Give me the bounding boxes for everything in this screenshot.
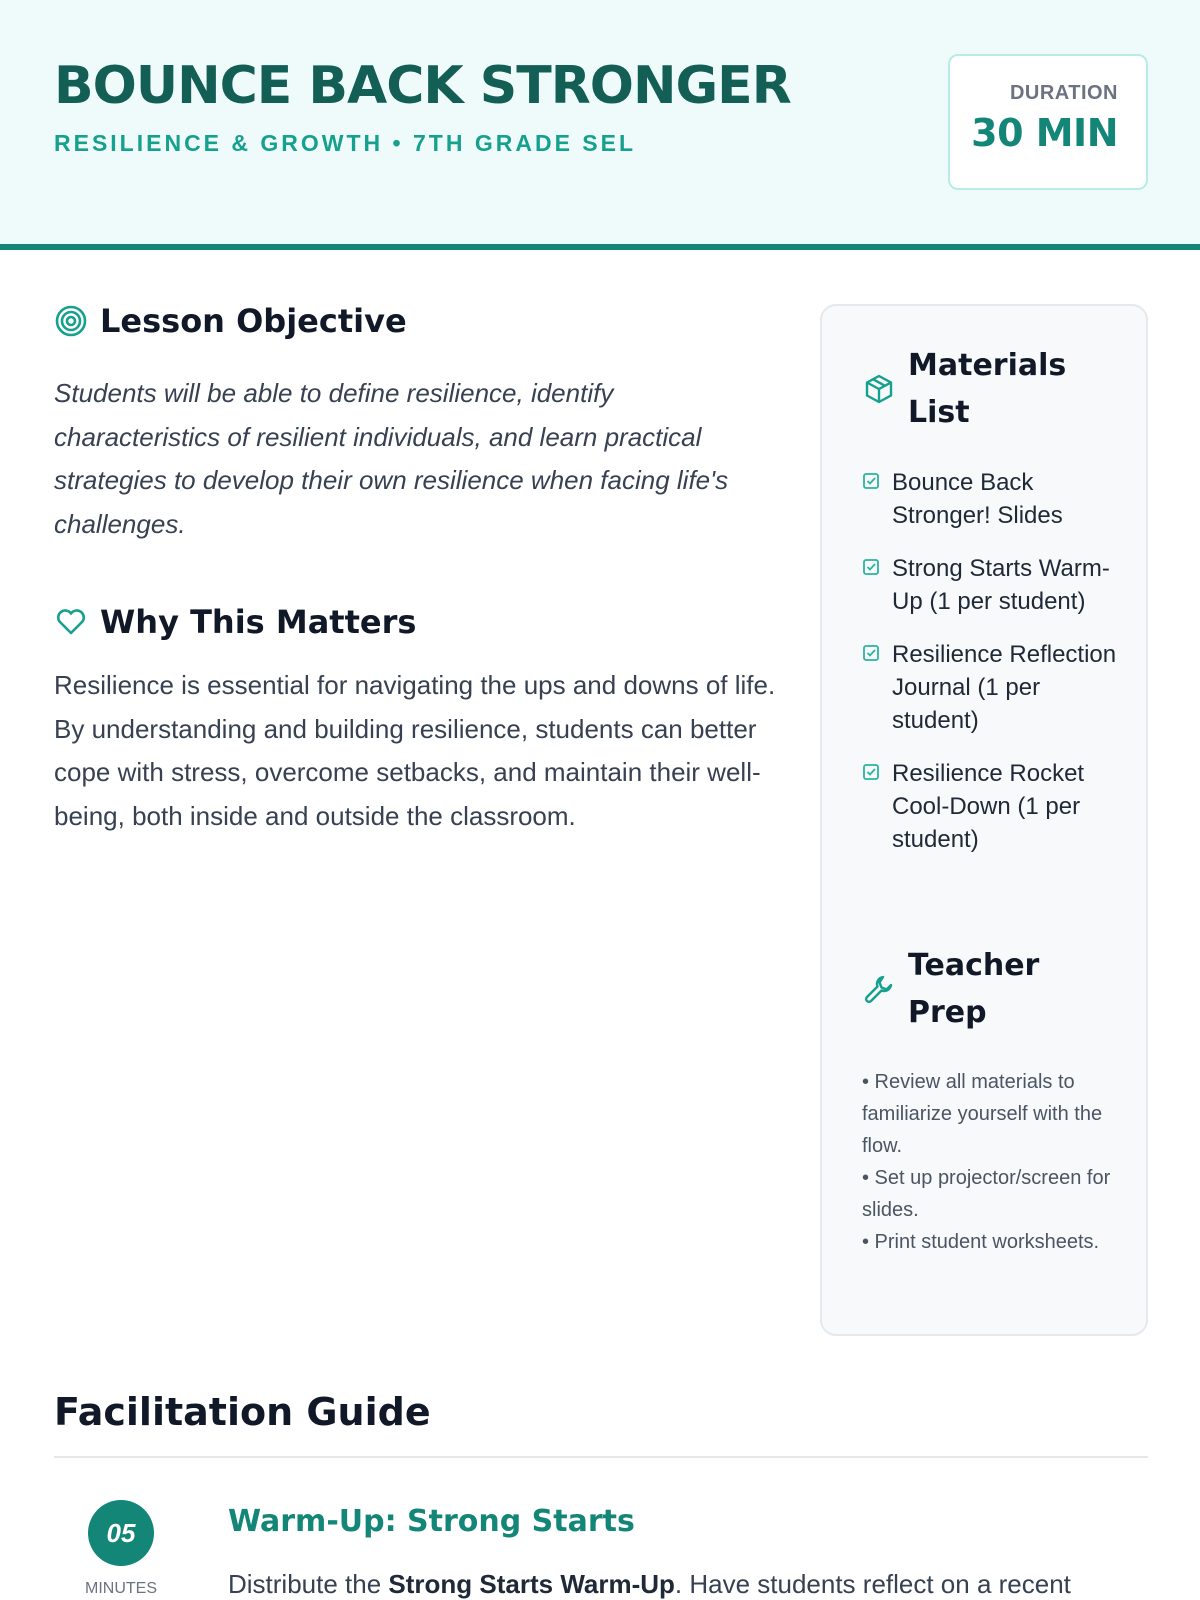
step-minutes-badge: 05 [88,1500,154,1566]
materials-heading [862,342,1078,436]
material-item [862,552,1122,618]
package-icon [862,372,896,406]
why-title: Why This Matters [100,603,417,641]
material-item [862,638,1122,737]
step-desc-bold: Strong Starts Warm-Up [388,1569,675,1599]
step-desc-text: . Have students reflect on a recent [674,1569,1071,1599]
sidebar-card [820,304,1148,1336]
checkbox-icon [862,644,880,662]
step-title: Warm-Up: Strong Starts [228,1504,635,1539]
material-label: Resilience Reflection Journal (1 per student) [892,641,1117,734]
prep-heading [862,942,1078,1036]
prep-item: • Set up projector/screen for slides. [862,1167,1111,1221]
duration-label: DURATION [1009,82,1118,104]
lesson-header [0,0,1200,250]
divider [54,1456,1148,1458]
material-item [862,757,1122,856]
prep-list [862,1066,1112,1258]
why-text: Resilience is essential for navigating the ups and downs of life. By understanding and building resilience, students can better cope with stress, overcome setbacks, and maintain their well-being, both inside and outside the classroom. [54,670,776,831]
duration-card [948,54,1148,190]
materials-title: Materials List [908,348,1067,430]
checkbox-icon [862,558,880,576]
wrench-icon [862,972,896,1006]
lesson-subtitle: RESILIENCE & GROWTH • 7TH GRADE SEL [54,130,637,156]
objective-heading [54,302,407,340]
facilitation-title: Facilitation Guide [54,1390,431,1434]
lesson-title: BOUNCE BACK STRONGER [54,56,791,116]
material-label: Strong Starts Warm-Up (1 per student) [892,555,1110,615]
heart-icon [54,605,88,639]
checkbox-icon [862,763,880,781]
step-desc-text: Distribute the [228,1569,389,1599]
objective-title: Lesson Objective [100,302,407,340]
step-description [228,1566,1148,1600]
prep-item: • Review all materials to familiarize yourself with the flow. [862,1071,1103,1157]
checkbox-icon [862,472,880,490]
duration-value: 30 MIN [971,111,1118,155]
materials-list [862,466,1122,876]
prep-title: Teacher Prep [908,948,1040,1030]
step-minutes-unit: MINUTES [85,1580,157,1597]
why-heading [54,603,416,641]
material-label: Resilience Rocket Cool-Down (1 per student) [892,760,1085,853]
target-icon [54,304,88,338]
material-label: Bounce Back Stronger! Slides [892,469,1063,529]
objective-text: Students will be able to define resilience, identify characteristics of resilient individuals, and learn practical strategies to develop their own resilience when facing life's challenges. [54,378,729,539]
material-item [862,466,1122,532]
prep-item: • Print student worksheets. [862,1231,1100,1253]
